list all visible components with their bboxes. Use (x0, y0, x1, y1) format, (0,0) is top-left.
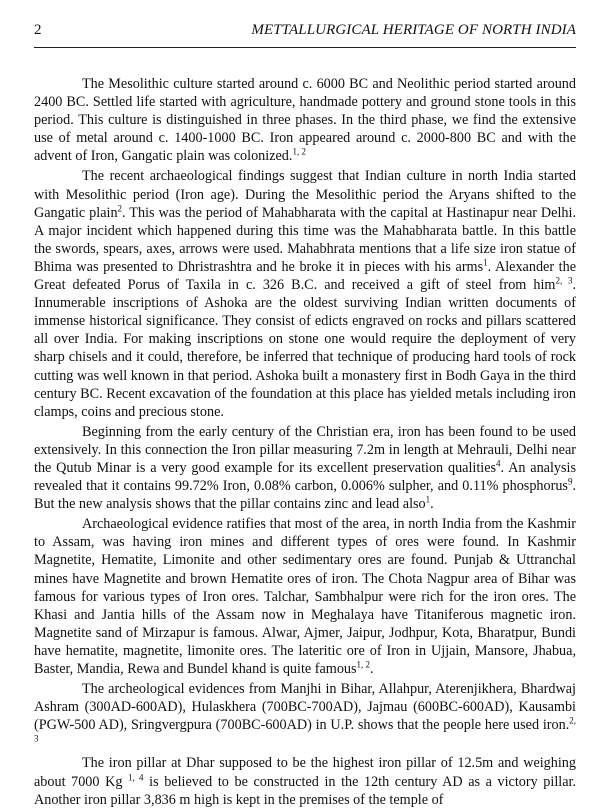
paragraph-text: . (370, 661, 374, 677)
citation-ref: 1, 2 (356, 659, 371, 670)
paragraph-text: The iron pillar at Dhar supposed to be the highest iron pillar of 12.5m and weighing about 7000 Kg (34, 755, 576, 790)
paragraph (34, 515, 576, 678)
paragraph-text: The archeological evidences from Manjhi in Bihar, Allahpur, Aterenjikhera, Bhardwaj Ashram (300AD-600AD), Hulaskhera (700BC-700AD), Jajmau (600BC-600AD), Kausambi (PGW-500 AD), Sringvergpura (700BC-600AD) in U.P. shows that the people here used iron. (34, 681, 576, 734)
citation-ref: 1 (425, 494, 431, 505)
citation-ref: 2, 3 (34, 715, 576, 744)
citation-ref: 9 (567, 476, 573, 487)
paragraph-text: . An analysis revealed that it contains 99.72% Iron, 0.08% carbon, 0.006% sulpher, and 0.11% phosphorus (34, 459, 576, 495)
paragraph-text: . But the new analysis shows that the pillar contains zinc and lead also (34, 478, 576, 513)
paragraph (34, 75, 576, 165)
body-text (34, 75, 576, 809)
citation-ref: 2, 3 (555, 275, 573, 286)
paragraph-text: . This was the period of Mahabharata with the capital at Hastinapur near Delhi. A major incident which happened during this time was the Mahabharata battle. In this battle the swords, spears, axes, arrows were used. Mahabhrata mentions that a life size iron statue of Bhima was presented to Dhristrashtra and he broke it in pieces with his arms (34, 204, 576, 275)
citation-ref: 2 (117, 202, 123, 213)
paragraph-text: The Mesolithic culture started around c. 6000 BC and Neolithic period started around 2400 BC. Settled life started with agriculture, handmade pottery and ground stone tools in this period. This culture is distinguished in three phases. In the third phase, we find the extensive use of metal around c. 1400-1000 BC. Iron appeared around c. 2000-800 BC and with the advent of Iron, Gangatic plain was colonized. (34, 76, 576, 165)
paragraph (34, 754, 576, 808)
citation-ref: 1 (483, 257, 488, 268)
paragraph-text: . Alexander the Great defeated Porus of Taxila in c. 326 B.C. and received a gift of steel from him (34, 258, 576, 294)
paragraph (34, 680, 576, 752)
citation-ref: 1, 4 (128, 771, 144, 782)
running-title: METTALLURGICAL HERITAGE OF NORTH INDIA (251, 22, 576, 38)
page-number: 2 (34, 22, 42, 38)
paragraph (34, 423, 576, 513)
paragraph (34, 167, 576, 420)
paragraph-text: is believed to be constructed in the 12th century AD as a victory pillar. Another iron pillar 3,836 m high is kept in the premises of the temple of (34, 773, 577, 808)
paragraph-text: Archaeological evidence ratifies that most of the area, in north India from the Kashmir to Assam, was having iron mines and different types of ores were found. In Kashmir Magnetite, Hematite, Limonite and other sedimentary ores are found. Punjab & Uttranchal mines have Magnetite and brown Hematite ores of iron. The Chota Nagpur area of Bihar was famous for various types of Iron ores. Talchar, Sambhalpur were rich for the iron ores. The Khasi and Jantia hills of the Assam now in Meghalaya have Titaniferous magnetic iron. Magnetite sand of Mirzapur is famous. Alwar, Ajmer, Jaipur, Jodhpur, Kota, Bharatpur, Bundi have hematite, magnetite, limonite ores. The lateritic ore of Iron in Ujjain, Mansore, Jhabua, Baster, Mandia, Rewa and Bundel khand is quite famous (34, 516, 576, 677)
paragraph-text: . Innumerable inscriptions of Ashoka are the oldest surviving Indian written documents of immense historical significance. They consist of edicts engraved on rocks and pillars scattered all over India. For making inscriptions on stone one would require the deployment of very sharp chisels and it could, therefore, be inferred that technique of producing hard tools of rock cutting was well known in that period. Ashoka built a monastery first in Bodh Gaya in the third century BC. Recent excavation of the foundation at this place has yielded metals including iron clamps, coins and precious stone. (34, 277, 577, 420)
paragraph-text: The recent archaeological findings suggest that Indian culture in north India started with Mesolithic period (Iron age). During the Mesolithic period the Aryans shifted to the Gangatic plain (34, 168, 576, 221)
paragraph-text: . (430, 496, 434, 513)
paragraph-text: Beginning from the early century of the Christian era, iron has been found to be used extensively. In this connection the Iron pillar measuring 7.2m in length at Mehrauli, Delhi near the Qutub Minar is a very good example for its excellent preservation qualities (34, 423, 576, 476)
page-header (34, 22, 576, 48)
citation-ref: 1, 2 (292, 146, 306, 157)
citation-ref: 4 (496, 458, 501, 469)
